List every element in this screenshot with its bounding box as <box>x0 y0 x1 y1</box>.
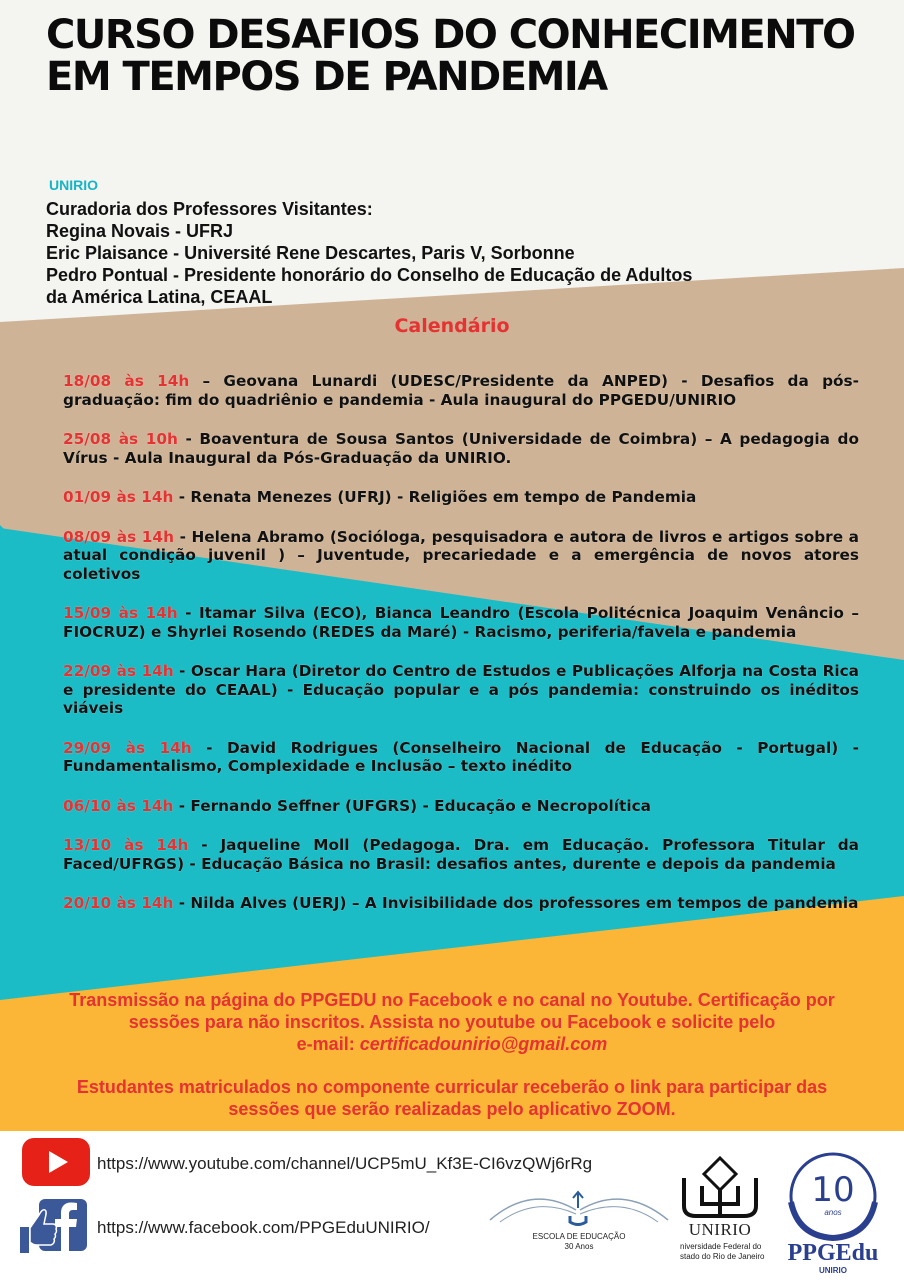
facebook-like-icon[interactable] <box>17 1197 89 1255</box>
transmission-text: Transmissão na página do PPGEDU no Facebook e no canal no Youtube. Certificação por sessões para não inscritos. Assista no youtube ou Facebook e solicite pelo <box>69 990 835 1032</box>
calendar-event <box>63 430 859 467</box>
event-date: 25/08 às 10h <box>63 430 178 449</box>
unirio-logo-line2: stado do Rio de Janeiro <box>680 1252 765 1261</box>
event-date: 06/10 às 14h <box>63 796 174 815</box>
event-date: 01/09 às 14h <box>63 488 174 507</box>
event-text: – Geovana Lunardi (UDESC/Presidente da ANPED) - Desafios da pós-graduação: fim do quadriênio e pandemia - Aula inaugural do PPGEDU/UNIRIO <box>63 372 859 409</box>
curadoria-line: Eric Plaisance - Université Rene Descartes, Paris V, Sorbonne <box>46 243 575 263</box>
calendar-title: Calendário <box>394 315 510 337</box>
calendar-event <box>63 372 859 409</box>
unirio-logo <box>676 1156 764 1274</box>
students-notice: Estudantes matriculados no componente curricular receberão o link para participar das sessões que serão realizadas pelo aplicativo ZOOM. <box>76 1077 828 1119</box>
youtube-link[interactable]: https://www.youtube.com/channel/UCP5mU_Kf3E-CI6vzQWj6rRg <box>97 1154 593 1173</box>
curadoria-line: Pedro Pontual - Presidente honorário do Conselho de Educação de Adultos <box>46 265 693 285</box>
event-text: - David Rodrigues (Conselheiro Nacional de Educação - Portugal) - Fundamentalismo, Complexidade e Inclusão – texto inédito <box>63 738 859 776</box>
unirio-emblem-icon <box>676 1156 764 1220</box>
event-text: - Nilda Alves (UERJ) – A Invisibilidade dos professores em tempos de pandemia <box>173 894 859 913</box>
ppgedu-logo-tag: UNIRIO <box>819 1266 847 1275</box>
ppgedu-logo-number: 10 <box>811 1170 855 1210</box>
email-label: e-mail: <box>296 1034 360 1054</box>
calendar-event <box>63 836 859 873</box>
calendar-event <box>63 739 859 776</box>
calendar-event <box>63 662 859 718</box>
curadoria-heading: Curadoria dos Professores Visitantes: <box>46 199 373 219</box>
event-text: - Boaventura de Sousa Santos (Universidade de Coimbra) – A pedagogia do Vírus - Aula Inaugural da Pós-Graduação da UNIRIO. <box>63 430 859 467</box>
curadoria-line: da América Latina, CEAAL <box>46 287 273 307</box>
facebook-link[interactable]: https://www.facebook.com/PPGEduUNIRIO/ <box>97 1218 430 1237</box>
email-link[interactable]: certificadounirio@gmail.com <box>359 1034 608 1054</box>
event-date: 18/08 às 14h <box>63 372 190 391</box>
ppgedu-logo-name: PPGEdu <box>787 1240 879 1266</box>
unirio-logo-name: UNIRIO <box>688 1220 752 1239</box>
event-text: - Helena Abramo (Socióloga, pesquisadora e autora de livros e artigos sobre a atual condição juvenil ) – Juventude, precariedade e a emergência de novos atores coletivos <box>63 527 859 583</box>
event-text: - Itamar Silva (ECO), Bianca Leandro (Escola Politécnica Joaquim Venâncio – FIOCRUZ) e Shyrlei Rosendo (REDES da Maré) - Racismo, periferia/favela e pandemia <box>63 604 859 641</box>
book-arc-icon <box>484 1180 674 1228</box>
unirio-logo-line1: niversidade Federal do <box>680 1242 762 1251</box>
institution-label: UNIRIO <box>49 177 98 193</box>
event-date: 15/09 às 14h <box>63 604 178 623</box>
event-text: - Oscar Hara (Diretor do Centro de Estudos e Publicações Alforja na Costa Rica e presidente do CEAAL) - Educação popular e a pós pandemia: construindo os inéditos viáveis <box>63 662 859 718</box>
curadoria-line: Regina Novais - UFRJ <box>46 221 234 241</box>
calendar-event <box>63 528 859 584</box>
event-text: - Renata Menezes (UFRJ) - Religiões em tempo de Pandemia <box>173 488 697 507</box>
event-text: - Jaqueline Moll (Pedagoga. Dra. em Educação. Professora Titular da Faced/UFRGS) - Educação Básica no Brasil: desafios antes, durente e depois da pandemia <box>63 836 859 873</box>
ppgedu-logo-sub: anos <box>824 1208 842 1217</box>
escola-educacao-logo <box>484 1180 674 1256</box>
eco-logo-line1: ESCOLA DE EDUCAÇÃO <box>532 1232 626 1241</box>
page-title: CURSO DESAFIOS DO CONHECIMENTO EM TEMPOS DE PANDEMIA <box>46 12 855 100</box>
curadoria-block <box>46 198 846 308</box>
calendar-event <box>63 488 859 507</box>
youtube-icon[interactable] <box>22 1138 90 1186</box>
event-date: 20/10 às 14h <box>63 894 174 913</box>
event-text: - Fernando Seffner (UFGRS) - Educação e Necropolítica <box>173 796 651 815</box>
event-date: 29/09 às 14h <box>63 738 192 757</box>
calendar-event <box>63 604 859 641</box>
event-date: 08/09 às 14h <box>63 527 174 546</box>
calendar-event <box>63 797 859 816</box>
event-date: 22/09 às 14h <box>63 662 174 681</box>
calendar-events <box>63 357 859 934</box>
ppgedu-logo <box>776 1150 890 1278</box>
transmission-notice <box>40 989 864 1055</box>
event-date: 13/10 às 14h <box>63 836 189 855</box>
eco-logo-line2: 30 Anos <box>564 1242 594 1251</box>
calendar-event <box>63 894 859 913</box>
